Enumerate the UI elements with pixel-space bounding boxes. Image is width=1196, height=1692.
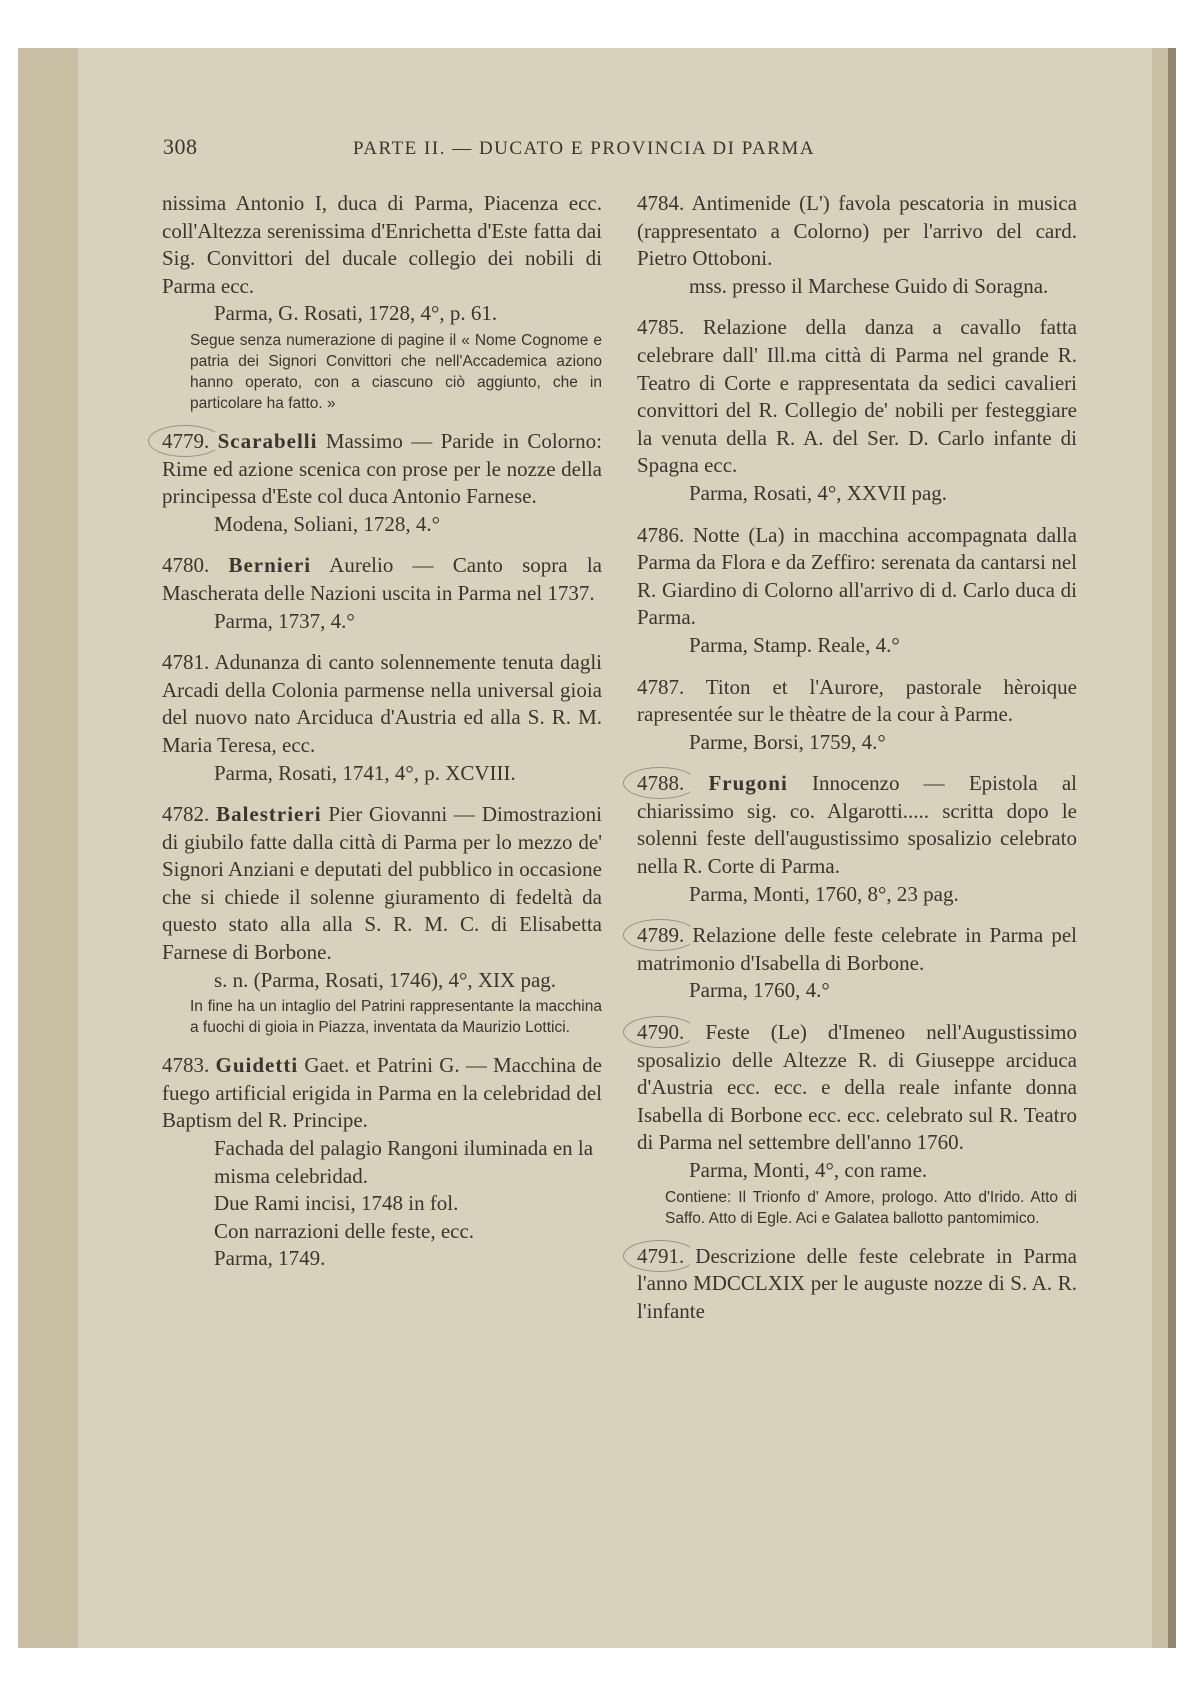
entry-text: Aurelio — Canto sopra la Mascherata delle Nazioni uscita in Parma nel 1737.	[162, 553, 602, 605]
entry-imprint: Modena, Soliani, 1728, 4.°	[214, 511, 440, 536]
entry-text: Titon et l'Aurore, pastorale hèroique rapresentée sur le thèatre de la cour à Parme.	[637, 674, 1077, 727]
entry-number: 4789.	[637, 923, 685, 948]
entry-4787	[637, 674, 1077, 757]
entry-text: Relazione delle feste celebrate in Parma pel matrimonio d'Isabella di Borbone.	[637, 923, 1077, 975]
entry-extra: Fachada del palagio Rangoni iluminada en la misma celebridad.	[214, 1136, 594, 1188]
entry-4782	[162, 801, 602, 1038]
entry-imprint: Parma, 1749.	[214, 1246, 326, 1271]
entry-text: Massimo — Paride in Colorno: Rime ed azione scenica con prose per le nozze della principessa d'Este col duca Antonio Farnese.	[162, 428, 602, 509]
entry-number: 4779.	[162, 428, 210, 453]
left-column	[162, 190, 602, 1287]
entry-imprint: Parma, Rosati, 4°, XXVII pag.	[689, 480, 948, 505]
entry-number: 4783.	[162, 1053, 210, 1078]
entry-text: Gaet. et Patrini G. — Macchina de fuego artificial erigida in Parma en la celebridad del Baptism del R. Principe.	[162, 1053, 602, 1133]
entry-number: 4790.	[637, 1020, 685, 1045]
entry-4789	[637, 922, 1077, 1005]
page-number: 308	[163, 134, 198, 159]
page-header	[163, 134, 1073, 168]
entry-imprint: Parma, 1760, 4.°	[689, 978, 830, 1003]
entry-author: Bernieri	[228, 553, 312, 578]
entry-4783	[162, 1052, 602, 1273]
entry-imprint: Parma, 1737, 4.°	[214, 608, 355, 633]
entry-number: 4788.	[637, 771, 685, 796]
entry-number: 4787.	[637, 674, 685, 699]
continuation-note: Segue senza numerazione di pagine il « Nome Cognome e patria dei Signori Convittori che nell'Accademica aziono hanno operato, con a ciascuno ciò aggiunto, che in particolare ha fatto. »	[190, 331, 602, 412]
page-edge-shadow	[1168, 48, 1176, 1648]
entry-4790	[637, 1019, 1077, 1229]
entry-4780	[162, 552, 602, 635]
entry-imprint: s. n. (Parma, Rosati, 1746), 4°, XIX pag.	[214, 967, 557, 992]
entry-text: Notte (La) in macchina accompagnata dalla Parma da Flora e da Zeffiro: serenata da cantarsi nel R. Giardino di Colorno all'arrivo di d. Carlo duca di Parma.	[637, 522, 1078, 630]
entry-note: Contiene: Il Trionfo d' Amore, prologo. Atto d'Irido. Atto di Saffo. Atto di Egle. Aci e Galatea ballotto pantomimico.	[665, 1188, 1077, 1227]
entry-extra-2: Due Rami incisi, 1748 in fol.	[214, 1191, 459, 1216]
entry-4781	[162, 649, 602, 787]
continuation-text: nissima Antonio I, duca di Parma, Piacenza ecc. coll'Altezza serenissima d'Enrichetta d'Este fatta dai Sig. Convittori del ducale collegio dei nobili di Parma ecc.	[162, 191, 602, 298]
entry-number: 4785.	[637, 315, 685, 340]
entry-text: Descrizione delle feste celebrate in Parma l'anno MDCCLXIX per le auguste nozze di S. A. R. l'infante	[637, 1243, 1078, 1323]
entry-4786	[637, 522, 1077, 660]
entry-4785	[637, 314, 1077, 507]
entry-4791	[637, 1243, 1077, 1326]
entry-text: Antimenide (L') favola pescatoria in musica (rappresentato a Colorno) per l'arrivo del card. Pietro Ottoboni.	[637, 191, 1078, 271]
entry-text: Relazione della danza a cavallo fatta celebrare dall' Ill.ma città di Parma nel grande R. Teatro di Corte e rappresentata da sedici cavalieri convittori del R. Collegio de' nobili per festeggiare la venuta della R. A. del Ser. D. Carlo infante di Spagna ecc.	[637, 315, 1077, 478]
entry-4779	[162, 428, 602, 538]
entry-text: Pier Giovanni — Dimostrazioni di giubilo fatte dalla città di Parma per lo mezzo de' Signori Anziani e deputati del pubblico in occasione che si chiede il solenne giuramento di fedeltà da questo stato alla alla S. R. M. C. di Elisabetta Farnese di Borbone.	[162, 802, 602, 965]
entry-extra-3: Con narrazioni delle feste, ecc.	[214, 1218, 475, 1243]
entry-4784	[637, 190, 1077, 300]
entry-number: 4780.	[162, 553, 210, 578]
entry-imprint: Parma, Stamp. Reale, 4.°	[689, 632, 900, 657]
entry-number: 4782.	[162, 802, 210, 827]
entry-text: Innocenzo — Epistola al chiarissimo sig. co. Algarotti..... scritta dopo le solenni feste dell'augustissimo sposalizio celebrato nella R. Corte di Parma.	[637, 771, 1078, 879]
entry-author: Scarabelli	[217, 428, 318, 453]
entry-imprint: Parma, Monti, 4°, con rame.	[689, 1158, 928, 1182]
continuation-entry	[162, 190, 602, 414]
entry-imprint: Parma, Rosati, 1741, 4°, p. XCVIII.	[214, 760, 516, 785]
entry-imprint: Parme, Borsi, 1759, 4.°	[689, 729, 886, 754]
entry-author: Frugoni	[708, 771, 788, 796]
entry-number: 4786.	[637, 522, 685, 547]
entry-imprint: mss. presso il Marchese Guido di Soragna.	[689, 273, 1049, 298]
entry-author: Balestrieri	[216, 802, 322, 827]
entry-text: Adunanza di canto solennemente tenuta dagli Arcadi della Colonia parmense nella universal gioia del nuovo nato Arciduca d'Austria ed alla S. R. M. Maria Teresa, ecc.	[162, 650, 603, 757]
entry-note: In fine ha un intaglio del Patrini rappresentante la macchina a fuochi di gioia in Piazza, inventata da Maurizio Lottici.	[190, 998, 602, 1037]
entry-author: Guidetti	[215, 1053, 299, 1078]
running-head: PARTE II. — DUCATO E PROVINCIA DI PARMA	[353, 138, 816, 159]
entry-number: 4784.	[637, 191, 685, 215]
entry-4788	[637, 770, 1077, 908]
entry-imprint: Parma, Monti, 1760, 8°, 23 pag.	[689, 881, 959, 906]
continuation-imprint: Parma, G. Rosati, 1728, 4°, p. 61.	[214, 301, 498, 326]
entry-number: 4791.	[637, 1243, 685, 1268]
entry-text: Feste (Le) d'Imeneo nell'Augustissimo sposalizio delle Altezze R. di Giuseppe arciduca d'Austria ecc. ecc. e della reale infante donna Isabella di Borbone ecc. ecc. celebrato sul R. Teatro di Parma nel settembre dell'anno 1760.	[637, 1020, 1077, 1155]
entry-number: 4781.	[162, 650, 210, 675]
right-column	[637, 190, 1077, 1339]
